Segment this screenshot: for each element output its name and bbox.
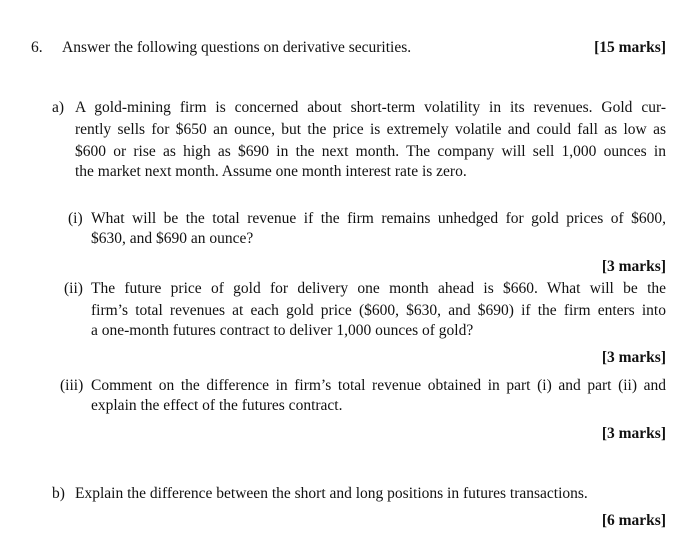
subpart-ii-line-1: The future price of gold for delivery one month ahead is $660. What will be the [91,280,666,297]
question-marks: [15 marks] [594,39,666,56]
question-number: 6. [31,39,43,56]
subpart-ii-label: (ii) [64,280,83,297]
part-a-line-4: the market next month. Assume one month interest rate is zero. [75,163,467,180]
part-b-label: b) [52,485,65,502]
part-a-line-3: $600 or rise as high as $690 in the next month. The company will sell 1,000 ounces in [75,143,666,160]
part-a-line-2: rently sells for $650 an ounce, but the price is extremely volatile and could fall as low as [75,121,666,138]
subpart-i-label: (i) [68,210,83,227]
subpart-ii-marks: [3 marks] [601,349,666,366]
subpart-iii-line-2: explain the effect of the futures contract. [91,397,343,414]
subpart-iii-label: (iii) [60,377,84,394]
subpart-iii-line-1: Comment on the difference in firm’s total revenue obtained in part (i) and part (ii) and [91,377,666,394]
part-b-text: Explain the difference between the short and long positions in futures transactions. [75,485,588,502]
part-a-line-1: A gold-mining firm is concerned about short-term volatility in its revenues. Gold cur- [75,99,666,116]
part-b-marks: [6 marks] [601,512,666,529]
subpart-ii-line-3: a one-month futures contract to deliver 1,000 ounces of gold? [91,322,474,339]
subpart-iii-marks: [3 marks] [601,425,666,442]
question-title: Answer the following questions on derivative securities. [62,39,412,56]
subpart-ii-line-2: firm’s total revenues at each gold price ($600, $630, and $690) if the firm enters into [91,302,666,319]
part-a-label: a) [52,99,65,116]
subpart-i-line-2: $630, and $690 an ounce? [91,230,254,247]
subpart-i-line-1: What will be the total revenue if the firm remains unhedged for gold prices of $600, [91,210,666,227]
subpart-i-marks: [3 marks] [601,258,666,275]
